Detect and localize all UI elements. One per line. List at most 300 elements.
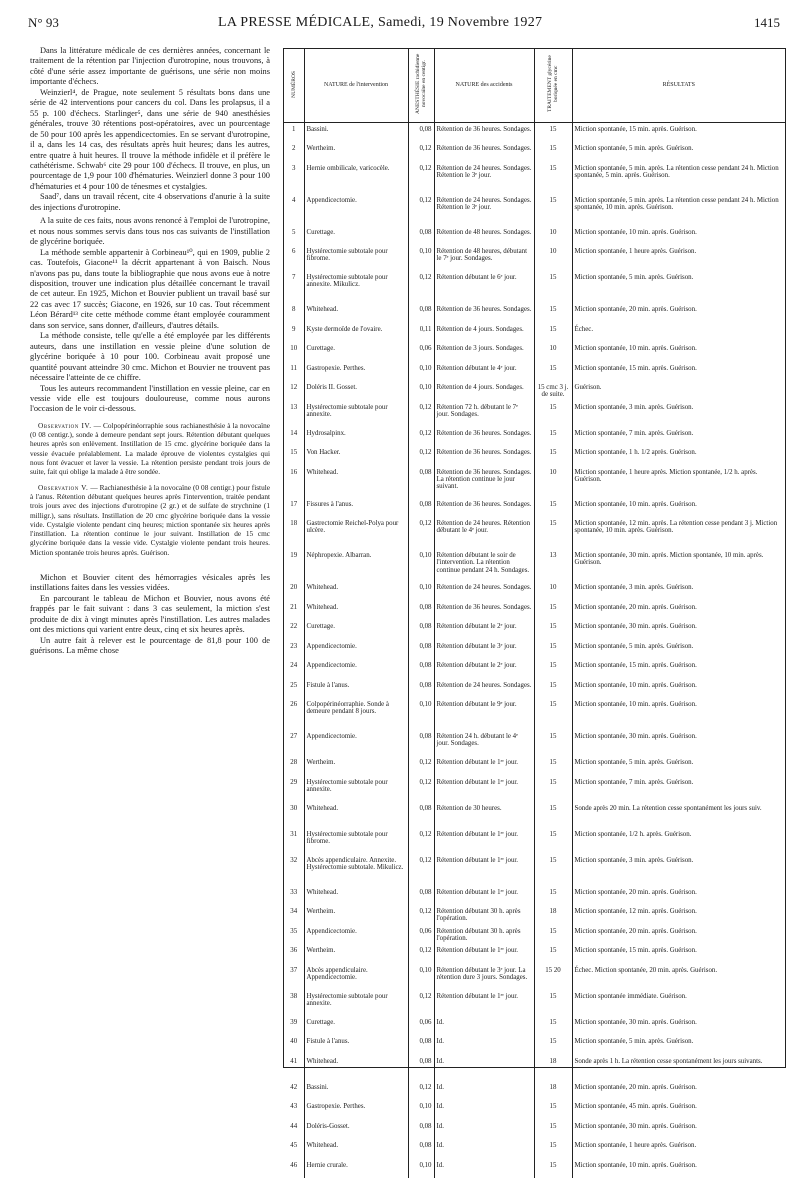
- case-treatment-dose: 15: [534, 142, 572, 162]
- case-anesthesia-dose: 0,12: [408, 427, 434, 447]
- case-result: Miction spontanée, 5 min. après. La rétention cesse pendant 24 h. Miction spontanée, 10 min. après. Guérison.: [572, 194, 785, 226]
- case-result: Miction spontanée, 20 min. après. Guérison.: [572, 1081, 785, 1101]
- case-accidents: Rétention de 4 jours. Sondages.: [434, 323, 534, 343]
- case-treatment-dose: 18: [534, 905, 572, 925]
- case-result: Miction spontanée, 20 min. après. Guérison.: [572, 303, 785, 323]
- case-result: Miction spontanée, 7 min. après. Guérison.: [572, 776, 785, 802]
- case-anesthesia-dose: 0,08: [408, 123, 434, 143]
- case-accidents: Rétention de 3 jours. Sondages.: [434, 342, 534, 362]
- case-accidents: Id.: [434, 1035, 534, 1055]
- case-intervention: Appendicectomie.: [304, 194, 408, 226]
- case-intervention: Gastrectomie Reichel-Polya pour ulcère.: [304, 517, 408, 549]
- case-anesthesia-dose: 0,12: [408, 142, 434, 162]
- case-intervention: Whitehead.: [304, 1139, 408, 1159]
- case-result: Miction spontanée, 1 heure après. Miction spontanée, 1/2 h. après. Guérison.: [572, 466, 785, 498]
- case-accidents: Rétention débutant le 1ᵉʳ jour.: [434, 828, 534, 854]
- case-accidents: Rétention débutant le 2ᵉ jour.: [434, 620, 534, 640]
- case-number: 18: [284, 517, 304, 549]
- case-treatment-dose: 15: [534, 401, 572, 427]
- case-intervention: Appendicectomie.: [304, 925, 408, 945]
- table-row: [284, 1159, 785, 1178]
- case-result: Miction spontanée, 20 min. après. Guérison.: [572, 601, 785, 621]
- table-row: [284, 342, 785, 362]
- case-intervention: Bassini.: [304, 1081, 408, 1101]
- case-treatment-dose: 15: [534, 679, 572, 699]
- case-accidents: Id.: [434, 1159, 534, 1178]
- case-intervention: Whitehead.: [304, 802, 408, 828]
- table-row: [284, 698, 785, 730]
- case-result: Miction spontanée, 30 min. après. Guérison.: [572, 620, 785, 640]
- table-row: [284, 1100, 785, 1120]
- case-number: 34: [284, 905, 304, 925]
- case-accidents: Id.: [434, 1100, 534, 1120]
- case-result: Miction spontanée, 30 min. après. Miction spontanée, 10 min. après. Guérison.: [572, 549, 785, 581]
- case-result: Miction spontanée, 20 min. après. Guérison.: [572, 886, 785, 906]
- case-number: 36: [284, 944, 304, 964]
- case-number: 1: [284, 123, 304, 143]
- table-row: [284, 323, 785, 343]
- case-result: Miction spontanée, 30 min. après. Guérison.: [572, 730, 785, 756]
- case-accidents: Rétention de 36 heures. Sondages.: [434, 446, 534, 466]
- table-row: [284, 517, 785, 549]
- case-intervention: Colpopérinéorraphie. Sonde à demeure pendant 8 jours.: [304, 698, 408, 730]
- table-row: [284, 194, 785, 226]
- table-row: [284, 679, 785, 699]
- case-number: 44: [284, 1120, 304, 1140]
- case-treatment-dose: 15: [534, 446, 572, 466]
- case-accidents: Rétention de 30 heures.: [434, 802, 534, 828]
- case-result: Miction spontanée, 12 min. après. Guérison.: [572, 905, 785, 925]
- table-row: [284, 362, 785, 382]
- table-row: [284, 886, 785, 906]
- observation-label: Observation V.: [38, 483, 88, 492]
- case-intervention: Von Hacker.: [304, 446, 408, 466]
- case-result: Miction spontanée, 12 min. après. La rétention cesse pendant 3 j. Miction spontanée, 10 min. après. Guérison.: [572, 517, 785, 549]
- case-treatment-dose: 15: [534, 498, 572, 518]
- case-accidents: Rétention de 24 heures. Sondages. Rétention le 3ᵉ jour.: [434, 194, 534, 226]
- case-result: Miction spontanée, 15 min. après. Guérison.: [572, 123, 785, 143]
- table-row: [284, 730, 785, 756]
- case-number: 33: [284, 886, 304, 906]
- case-result: Miction spontanée immédiate. Guérison.: [572, 990, 785, 1016]
- case-treatment-dose: 18: [534, 1055, 572, 1081]
- observation-v: [30, 483, 270, 557]
- case-number: 38: [284, 990, 304, 1016]
- table-row: [284, 142, 785, 162]
- table-row: [284, 905, 785, 925]
- table-row: [284, 498, 785, 518]
- case-intervention: Whitehead.: [304, 466, 408, 498]
- case-result: Sonde après 1 h. La rétention cesse spontanément les jours suivants.: [572, 1055, 785, 1081]
- case-accidents: Rétention de 36 heures. Sondages.: [434, 142, 534, 162]
- case-result: Miction spontanée, 5 min. après. Guérison.: [572, 1035, 785, 1055]
- table-row: [284, 925, 785, 945]
- case-anesthesia-dose: 0,12: [408, 990, 434, 1016]
- observation-label: Observation IV.: [38, 421, 92, 430]
- case-number: 3: [284, 162, 304, 194]
- case-result: Sonde après 20 min. La rétention cesse spontanément les jours suiv.: [572, 802, 785, 828]
- page-number: 1415: [754, 15, 780, 31]
- table-row: [284, 466, 785, 498]
- case-number: 13: [284, 401, 304, 427]
- case-intervention: Hystérectomie subtotale pour fibrome.: [304, 245, 408, 271]
- case-number: 43: [284, 1100, 304, 1120]
- case-treatment-dose: 15: [534, 659, 572, 679]
- case-number: 30: [284, 802, 304, 828]
- table-body: [284, 123, 785, 1178]
- case-result: Miction spontanée, 15 min. après. Guérison.: [572, 659, 785, 679]
- table-row: [284, 854, 785, 886]
- case-anesthesia-dose: 0,12: [408, 905, 434, 925]
- case-anesthesia-dose: 0,08: [408, 1055, 434, 1081]
- case-number: 7: [284, 271, 304, 303]
- table-row: [284, 245, 785, 271]
- case-result: Miction spontanée, 10 min. après. Guérison.: [572, 498, 785, 518]
- case-number: 15: [284, 446, 304, 466]
- case-treatment-dose: 15: [534, 698, 572, 730]
- header-anesthesia: ANESTHÉSIE rachidienne novocaïne en centigr.: [408, 49, 434, 123]
- case-result: Miction spontanée, 30 min. après. Guérison.: [572, 1120, 785, 1140]
- case-number: 9: [284, 323, 304, 343]
- case-number: 4: [284, 194, 304, 226]
- case-accidents: Rétention de 48 heures. Sondages.: [434, 226, 534, 246]
- case-anesthesia-dose: 0,12: [408, 854, 434, 886]
- case-intervention: Whitehead.: [304, 886, 408, 906]
- case-anesthesia-dose: 0,08: [408, 498, 434, 518]
- case-anesthesia-dose: 0,12: [408, 401, 434, 427]
- table-row: [284, 446, 785, 466]
- case-result: Échec. Miction spontanée, 20 min. après. Guérison.: [572, 964, 785, 990]
- case-accidents: Rétention de 24 heures. Sondages. Rétention le 3ᵉ jour.: [434, 162, 534, 194]
- case-accidents: Rétention de 36 heures. Sondages.: [434, 123, 534, 143]
- case-treatment-dose: 15: [534, 427, 572, 447]
- case-accidents: Rétention débutant le 9ᵉ jour.: [434, 698, 534, 730]
- case-anesthesia-dose: 0,10: [408, 1100, 434, 1120]
- case-treatment-dose: 15: [534, 194, 572, 226]
- case-number: 23: [284, 640, 304, 660]
- case-intervention: Abcès appendiculaire. Annexite. Hystérectomie subtotale. Mikulicz.: [304, 854, 408, 886]
- case-anesthesia-dose: 0,08: [408, 640, 434, 660]
- table-row: [284, 581, 785, 601]
- journal-title: LA PRESSE MÉDICALE, Samedi, 19 Novembre 1927: [218, 15, 542, 31]
- case-accidents: Rétention débutant le 1ᵉʳ jour.: [434, 756, 534, 776]
- case-anesthesia-dose: 0,06: [408, 1016, 434, 1036]
- case-treatment-dose: 15 cmc 3 j. de suite.: [534, 381, 572, 401]
- case-result: Miction spontanée, 3 min. après. Guérison.: [572, 854, 785, 886]
- case-intervention: Appendicectomie.: [304, 640, 408, 660]
- table-header-row: [284, 49, 785, 123]
- case-anesthesia-dose: 0,08: [408, 303, 434, 323]
- case-number: 35: [284, 925, 304, 945]
- case-treatment-dose: 15: [534, 162, 572, 194]
- case-anesthesia-dose: 0,08: [408, 1120, 434, 1140]
- case-intervention: Doléris-Gosset.: [304, 1120, 408, 1140]
- case-result: Miction spontanée, 10 min. après. Guérison.: [572, 679, 785, 699]
- case-accidents: Rétention de 48 heures, débutant le 7ᵉ jour. Sondages.: [434, 245, 534, 271]
- case-intervention: Hystérectomie subtotale pour fibrome.: [304, 828, 408, 854]
- case-anesthesia-dose: 0,08: [408, 886, 434, 906]
- case-result: Miction spontanée, 10 min. après. Guérison.: [572, 226, 785, 246]
- case-result: Miction spontanée, 15 min. après. Guérison.: [572, 944, 785, 964]
- case-intervention: Hystérectomie subtotale pour annexite.: [304, 776, 408, 802]
- case-number: 29: [284, 776, 304, 802]
- table-row: [284, 226, 785, 246]
- case-result: Miction spontanée, 1 heure après. Guérison.: [572, 245, 785, 271]
- case-intervention: Curettage.: [304, 1016, 408, 1036]
- case-number: 5: [284, 226, 304, 246]
- case-result: Miction spontanée, 30 min. après. Guérison.: [572, 1016, 785, 1036]
- case-result: Miction spontanée, 1 heure après. Guérison.: [572, 1139, 785, 1159]
- case-number: 27: [284, 730, 304, 756]
- table-row: [284, 1120, 785, 1140]
- case-anesthesia-dose: 0,10: [408, 581, 434, 601]
- article-paragraph: Saad⁷, dans un travail récent, cite 4 observations d'anurie à la suite des injections d'urotropine.: [30, 192, 270, 213]
- case-intervention: Whitehead.: [304, 581, 408, 601]
- case-accidents: Id.: [434, 1055, 534, 1081]
- table-row: [284, 802, 785, 828]
- case-treatment-dose: 15: [534, 517, 572, 549]
- case-number: 42: [284, 1081, 304, 1101]
- table-row: [284, 964, 785, 990]
- case-number: 24: [284, 659, 304, 679]
- case-number: 26: [284, 698, 304, 730]
- case-number: 11: [284, 362, 304, 382]
- article-paragraph: La méthode semble appartenir à Corbineau¹⁰, qui en 1909, publie 2 cas. Toutefois, Giacone¹¹ la décrit appartenant à von Baisch. Nous n'avons pas pu, dans toute la bibliographie que nous avons eue à notre disposition, trouver une indication plus détaillée concernant le travail de cet auteur. En 1925, Michon et Bouvier publient un travail basé sur 22 cas avec 17 succès; Giacone, en 1926, sur 10 cas. Tout récemment Léon Bérard¹³ cite cette méthode comme étant employée couramment dans son service, sans donner, d'ailleurs, d'autres détails.: [30, 248, 270, 332]
- case-result: Miction spontanée, 5 min. après. Guérison.: [572, 756, 785, 776]
- case-result: Miction spontanée, 10 min. après. Guérison.: [572, 342, 785, 362]
- case-accidents: Rétention de 36 heures. Sondages.: [434, 498, 534, 518]
- article-paragraph: Dans la littérature médicale de ces dernières années, concernant le traitement de la rétention par l'injection d'urotropine, nous trouvons, à côté d'une série assez importante de guérisons, une série non moins importante d'échecs.: [30, 46, 270, 88]
- table-row: [284, 427, 785, 447]
- header-accidents: NATURE des accidents: [434, 49, 534, 123]
- article-paragraph: Un autre fait à relever est le pourcentage de 81,8 pour 100 de guérisons. La même chose: [30, 636, 270, 657]
- case-intervention: Fissures à l'anus.: [304, 498, 408, 518]
- cases-table-frame: [283, 48, 786, 1068]
- case-number: 6: [284, 245, 304, 271]
- case-number: 39: [284, 1016, 304, 1036]
- case-intervention: Hystérectomie subtotale pour annexite.: [304, 990, 408, 1016]
- case-accidents: Rétention débutant le 3ᵉ jour. La rétention dure 3 jours. Sondages.: [434, 964, 534, 990]
- case-treatment-dose: 15: [534, 323, 572, 343]
- case-result: Miction spontanée, 10 min. après. Guérison.: [572, 698, 785, 730]
- case-treatment-dose: 15: [534, 730, 572, 756]
- case-treatment-dose: 15 20: [534, 964, 572, 990]
- case-accidents: Rétention débutant le 2ᵉ jour.: [434, 659, 534, 679]
- case-treatment-dose: 15: [534, 620, 572, 640]
- case-accidents: Rétention de 24 heures. Sondages.: [434, 581, 534, 601]
- case-treatment-dose: 15: [534, 828, 572, 854]
- case-accidents: Rétention de 4 jours. Sondages.: [434, 381, 534, 401]
- table-row: [284, 1055, 785, 1081]
- case-treatment-dose: 15: [534, 944, 572, 964]
- case-result: Miction spontanée, 5 min. après. Guérison.: [572, 142, 785, 162]
- case-number: 14: [284, 427, 304, 447]
- case-accidents: Rétention de 24 heures. Sondages.: [434, 679, 534, 699]
- case-accidents: Rétention débutant le 1ᵉʳ jour.: [434, 990, 534, 1016]
- case-anesthesia-dose: 0,12: [408, 828, 434, 854]
- article-column: [30, 46, 270, 1076]
- case-treatment-dose: 15: [534, 1100, 572, 1120]
- case-number: 17: [284, 498, 304, 518]
- case-treatment-dose: 15: [534, 271, 572, 303]
- case-intervention: Abcès appendiculaire. Appendicectomie.: [304, 964, 408, 990]
- case-treatment-dose: 15: [534, 1159, 572, 1178]
- case-treatment-dose: 15: [534, 776, 572, 802]
- case-accidents: Rétention débutant le 4ᵉ jour.: [434, 362, 534, 382]
- case-treatment-dose: 10: [534, 581, 572, 601]
- case-accidents: Rétention de 36 heures. Sondages.: [434, 601, 534, 621]
- case-intervention: Whitehead.: [304, 303, 408, 323]
- case-anesthesia-dose: 0,10: [408, 1159, 434, 1178]
- article-paragraph: En parcourant le tableau de Michon et Bouvier, nous avons été frappés par le fait suivant : dans 3 cas seulement, la miction s'est produite de dix à vingt minutes après l'instillation. Les autres malades ont des mictions qui varient entre deux, cinq et six heures après.: [30, 594, 270, 636]
- case-accidents: Id.: [434, 1081, 534, 1101]
- case-anesthesia-dose: 0,08: [408, 679, 434, 699]
- issue-number: N° 93: [28, 15, 59, 31]
- case-accidents: Rétention de 24 heures. Rétention débutant le 4ᵉ jour.: [434, 517, 534, 549]
- page-header: [28, 15, 780, 37]
- case-intervention: Wertheim.: [304, 905, 408, 925]
- case-accidents: Rétention débutant le 1ᵉʳ jour.: [434, 944, 534, 964]
- table-row: [284, 1081, 785, 1101]
- case-accidents: Rétention débutant le 1ᵉʳ jour.: [434, 886, 534, 906]
- article-paragraph: Michon et Bouvier citent des hémorragies vésicales après les instillations faites dans les vessies vidées.: [30, 573, 270, 594]
- case-treatment-dose: 15: [534, 123, 572, 143]
- case-intervention: Hystérectomie subtotale pour annexite. Mikulicz.: [304, 271, 408, 303]
- table-row: [284, 776, 785, 802]
- case-accidents: Rétention 72 h. débutant le 7ᵉ jour. Sondages.: [434, 401, 534, 427]
- case-anesthesia-dose: 0,10: [408, 549, 434, 581]
- case-treatment-dose: 10: [534, 342, 572, 362]
- case-intervention: Hydrosalpinx.: [304, 427, 408, 447]
- case-intervention: Gastropexie. Perthes.: [304, 362, 408, 382]
- case-anesthesia-dose: 0,12: [408, 517, 434, 549]
- case-intervention: Appendicectomie.: [304, 659, 408, 679]
- case-treatment-dose: 18: [534, 1081, 572, 1101]
- case-number: 46: [284, 1159, 304, 1178]
- case-treatment-dose: 10: [534, 245, 572, 271]
- case-treatment-dose: 10: [534, 466, 572, 498]
- case-anesthesia-dose: 0,11: [408, 323, 434, 343]
- case-anesthesia-dose: 0,08: [408, 1139, 434, 1159]
- table-row: [284, 1016, 785, 1036]
- cases-table: [284, 49, 785, 1178]
- case-accidents: Rétention de 36 heures. Sondages. La rétention continue le jour suivant.: [434, 466, 534, 498]
- case-result: Miction spontanée, 45 min. après. Guérison.: [572, 1100, 785, 1120]
- table-row: [284, 549, 785, 581]
- case-anesthesia-dose: 0,06: [408, 342, 434, 362]
- article-paragraph: Weinzierl⁴, de Prague, note seulement 5 résultats bons dans une série de 42 interventions pour cancers du col. Dans les prolapsus, il a 55 p. 100 d'échecs. Starlinger⁵, dans une série de 940 anesthésies générales, trouve 30 rétentions post-opératoires, avec un pourcentage de 50 pour 100 après les appendicectomies. En se servant d'urotropine, il a, dans les 14 cas, des résultats après huit heures; dans les autres, entre quatre à huit heures. Il trouve la méthode infidèle et il préfère le cathétérisme. Schwab⁶ cite 29 pour 100 d'échecs. Il trouve, en plus, un pourcentage de 1,9 pour 100 d'hématuries. Weinzierl donne 3 pour 100 d'hématuries et 4 pour 100 de ténesmes et cystalgies.: [30, 88, 270, 193]
- case-treatment-dose: 15: [534, 1139, 572, 1159]
- case-anesthesia-dose: 0,10: [408, 964, 434, 990]
- table-row: [284, 944, 785, 964]
- case-intervention: Whitehead.: [304, 1055, 408, 1081]
- case-intervention: Wertheim.: [304, 142, 408, 162]
- case-intervention: Hystérectomie subtotale pour annexite.: [304, 401, 408, 427]
- case-intervention: Fistule à l'anus.: [304, 1035, 408, 1055]
- case-number: 2: [284, 142, 304, 162]
- case-anesthesia-dose: 0,12: [408, 446, 434, 466]
- case-anesthesia-dose: 0,10: [408, 381, 434, 401]
- case-accidents: Rétention débutant le 1ᵉʳ jour.: [434, 854, 534, 886]
- case-result: Miction spontanée, 7 min. après. Guérison.: [572, 427, 785, 447]
- case-result: Miction spontanée, 20 min. après. Guérison.: [572, 925, 785, 945]
- case-treatment-dose: 15: [534, 990, 572, 1016]
- article-paragraph: La méthode consiste, telle qu'elle a été employée par les différents auteurs, dans une instillation en vessie pleine d'une solution de glycérine boriquée à 10 pour 100. Corbineau avait proposé une quantité pouvant atteindre 30 cmc. Michon et Bouvier ne trouvent pas nécessaire l'atteinte de ce chiffre.: [30, 331, 270, 383]
- case-result: Miction spontanée, 3 min. après. Guérison.: [572, 401, 785, 427]
- case-number: 45: [284, 1139, 304, 1159]
- case-treatment-dose: 15: [534, 601, 572, 621]
- header-numbers: NUMÉROS: [284, 49, 304, 123]
- case-number: 31: [284, 828, 304, 854]
- case-number: 40: [284, 1035, 304, 1055]
- table-row: [284, 381, 785, 401]
- case-number: 28: [284, 756, 304, 776]
- case-result: Échec.: [572, 323, 785, 343]
- case-treatment-dose: 13: [534, 549, 572, 581]
- case-anesthesia-dose: 0,12: [408, 944, 434, 964]
- table-row: [284, 828, 785, 854]
- case-intervention: Wertheim.: [304, 944, 408, 964]
- case-number: 32: [284, 854, 304, 886]
- case-number: 21: [284, 601, 304, 621]
- case-treatment-dose: 15: [534, 1016, 572, 1036]
- case-anesthesia-dose: 0,08: [408, 620, 434, 640]
- case-treatment-dose: 15: [534, 925, 572, 945]
- case-anesthesia-dose: 0,10: [408, 245, 434, 271]
- article-paragraph: Tous les auteurs recommandent l'instillation en vessie pleine, car en vessie vide elle est toujours douloureuse, comme nous aurons l'occasion de le voir ci-dessous.: [30, 384, 270, 415]
- case-number: 20: [284, 581, 304, 601]
- case-anesthesia-dose: 0,08: [408, 226, 434, 246]
- case-accidents: Rétention de 36 heures. Sondages.: [434, 303, 534, 323]
- case-anesthesia-dose: 0,10: [408, 362, 434, 382]
- case-accidents: Rétention débutant le soir de l'intervention. La rétention continue pendant 24 h. Sondages.: [434, 549, 534, 581]
- case-number: 25: [284, 679, 304, 699]
- case-anesthesia-dose: 0,10: [408, 698, 434, 730]
- case-intervention: Appendicectomie.: [304, 730, 408, 756]
- case-anesthesia-dose: 0,12: [408, 271, 434, 303]
- header-intervention: NATURE de l'intervention: [304, 49, 408, 123]
- case-result: Miction spontanée, 15 min. après. Guérison.: [572, 362, 785, 382]
- case-anesthesia-dose: 0,12: [408, 776, 434, 802]
- case-treatment-dose: 15: [534, 854, 572, 886]
- case-intervention: Néphropexie. Albarran.: [304, 549, 408, 581]
- case-result: Miction spontanée, 5 min. après. Guérison.: [572, 640, 785, 660]
- case-number: 12: [284, 381, 304, 401]
- table-row: [284, 123, 785, 143]
- case-accidents: Id.: [434, 1016, 534, 1036]
- observation-iv: [30, 421, 270, 477]
- case-number: 37: [284, 964, 304, 990]
- case-anesthesia-dose: 0,06: [408, 925, 434, 945]
- case-accidents: Id.: [434, 1120, 534, 1140]
- case-accidents: Rétention débutant le 1ᵉʳ jour.: [434, 776, 534, 802]
- case-anesthesia-dose: 0,12: [408, 194, 434, 226]
- case-accidents: Id.: [434, 1139, 534, 1159]
- table-row: [284, 271, 785, 303]
- case-anesthesia-dose: 0,08: [408, 601, 434, 621]
- case-intervention: Doléris II. Gosset.: [304, 381, 408, 401]
- case-treatment-dose: 15: [534, 886, 572, 906]
- table-row: [284, 1139, 785, 1159]
- case-treatment-dose: 15: [534, 1120, 572, 1140]
- table-row: [284, 601, 785, 621]
- case-intervention: Wertheim.: [304, 756, 408, 776]
- table-row: [284, 620, 785, 640]
- case-accidents: Rétention débutant 30 h. après l'opération.: [434, 925, 534, 945]
- case-anesthesia-dose: 0,12: [408, 162, 434, 194]
- case-number: 8: [284, 303, 304, 323]
- case-number: 22: [284, 620, 304, 640]
